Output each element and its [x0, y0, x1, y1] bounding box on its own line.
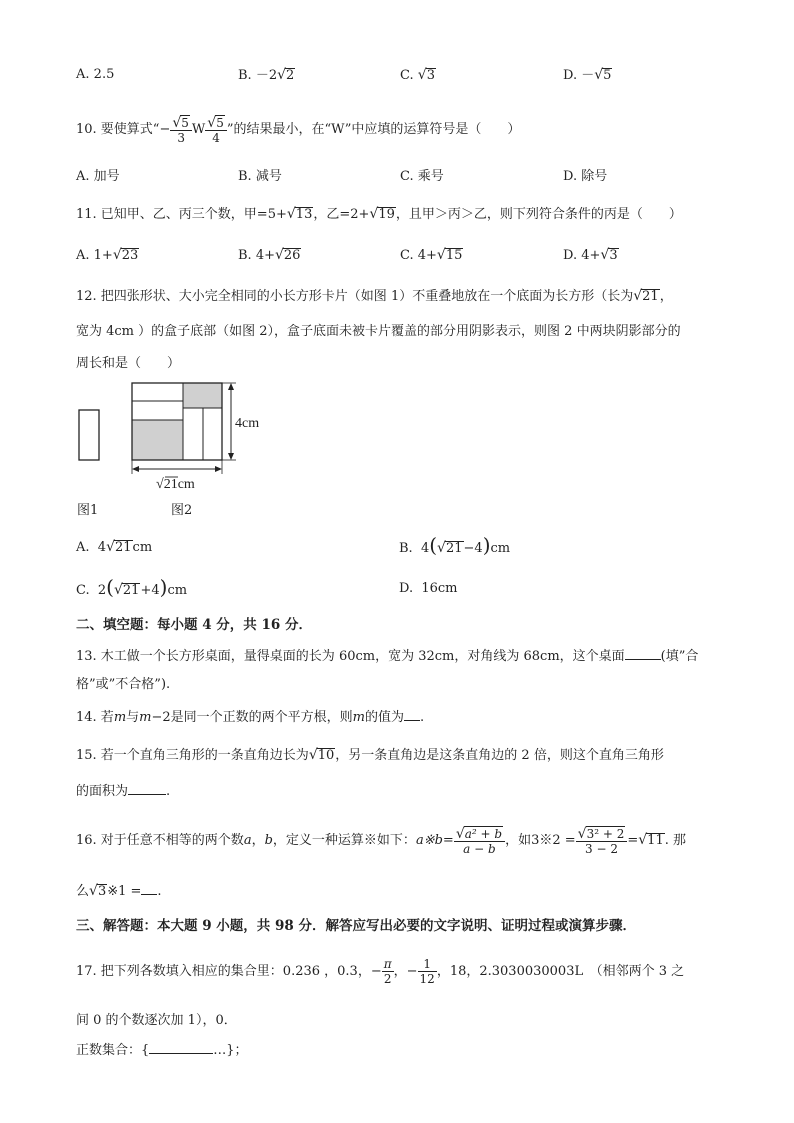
q11-stem: 11. 已知甲、乙、丙三个数，甲=5+√13，乙=2+√19，且甲＞丙＞乙，则下列符合条件的丙是（ ） — [76, 206, 682, 222]
height-label: 4cm — [235, 416, 260, 431]
section-2-heading: 二、填空题：每小题 4 分，共 16 分． — [76, 617, 312, 633]
q16-line2: 么√3※1 = . — [76, 883, 162, 899]
q10-option-d: D. 除号 — [563, 169, 608, 184]
section-3-heading: 三、解答题：本大题 9 小题，共 98 分．解答应写出必要的文字说明、证明过程或演算步骤． — [76, 918, 636, 934]
q12-stem-line3: 周长和是（ ） — [76, 356, 181, 371]
figure1-caption: 图1 — [77, 503, 99, 518]
q12-option-b: B. 4(√21−4)cm — [399, 533, 511, 557]
shaded-region-bottom-left — [132, 420, 183, 460]
q12-option-d: D. 16cm — [399, 581, 458, 596]
q16-line1: 16. 对于任意不相等的两个数a，b，定义一种运算※如下：a※b= $\frac{\text{√a² + b}}{a - b}$ ，如3※2 = $\frac{\text{√3² + 2}}{3 - 2}$ =√11. 那 — [76, 825, 686, 856]
q10-fraction-1: $\frac{√5}{3}$ — [170, 115, 192, 145]
q14-stem: 14. 若m与m−2是同一个正数的两个平方根，则m的值为 . — [76, 710, 425, 725]
q12-option-c: C. 2(√21+4)cm — [76, 575, 188, 599]
q17-answer-blank — [149, 1053, 213, 1054]
q12-figure — [70, 378, 290, 496]
q12-option-a: A. 4√21cm — [76, 539, 153, 555]
q14-answer-blank — [404, 720, 420, 721]
q10-fraction-2: $\frac{√5}{4}$ — [205, 115, 227, 145]
q11-option-c: C. 4+√15 — [400, 247, 463, 263]
q10-option-b: B. 减号 — [238, 169, 282, 184]
q13-answer-blank — [625, 659, 661, 660]
q10-stem: 10. 要使算式“− $\frac{√5}{3}$ W $\frac{√5}{4}$ ”的结果最小，在“W”中应填的运算符号是（ ） — [76, 114, 521, 145]
q12-stem-line2: 宽为 4cm ）的盒子底部（如图 2），盒子底面未被卡片覆盖的部分用阴影表示，则图 2 中两块阴影部分的 — [76, 324, 681, 339]
figure2-caption: 图2 — [171, 503, 193, 518]
q10-option-c: C. 乘号 — [400, 169, 444, 184]
q15-line1: 15. 若一个直角三角形的一条直角边长为√10，另一条直角边是这条直角边的 2 倍，则这个直角三角形 — [76, 747, 664, 763]
shaded-region-top-right — [183, 383, 222, 408]
q16-answer-blank — [141, 894, 157, 895]
q9-option-d: D. －√5 — [563, 67, 612, 83]
width-label: √21cm — [156, 477, 195, 492]
q13-line1: 13. 木工做一个长方形桌面，量得桌面的长为 60cm，宽为 32cm，对角线为 68cm，这个桌面 (填”合 — [76, 649, 699, 664]
q17-fraction-twelfth: $\frac{1}{12}$ — [419, 957, 435, 986]
q15-line2: 的面积为 . — [76, 784, 171, 799]
q9-option-c: C. √3 — [400, 67, 435, 83]
q17-line1: 17. 把下列各数填入相应的集合里：0.236 ，0.3，− $\frac{\pi}{2}$ ，− $\frac{1}{12}$ ，18，2.3030030003L （相邻两个 3 之 — [76, 957, 685, 986]
q15-answer-blank — [128, 794, 166, 795]
q9-option-b: B. －2√2 — [238, 67, 295, 83]
q17-line2: 间 0 的个数逐次加 1），0． — [76, 1013, 237, 1028]
q12-stem-line1: 12. 把四张形状、大小完全相同的小长方形卡片（如图 1）不重叠地放在一个底面为长方形（长为√21， — [76, 288, 673, 304]
q16-definition-fraction: $\frac{\text{√a² + b}}{a - b}$ — [454, 826, 505, 856]
figure1-card — [79, 410, 99, 460]
q11-option-b: B. 4+√26 — [238, 247, 301, 263]
q13-line2: 格”或”不合格”). — [76, 677, 171, 692]
q17-positive-set: 正数集合：{ …}； — [76, 1043, 248, 1058]
q11-option-d: D. 4+√3 — [563, 247, 618, 263]
q16-example-fraction: $\frac{\text{√3² + 2}}{3 - 2}$ — [576, 826, 628, 856]
q17-fraction-pi: $\frac{\pi}{2}$ — [383, 957, 392, 986]
q10-option-a: A. 加号 — [76, 169, 120, 184]
q9-option-a: A. 2.5 — [76, 67, 115, 82]
q11-option-a: A. 1+√23 — [76, 247, 139, 263]
